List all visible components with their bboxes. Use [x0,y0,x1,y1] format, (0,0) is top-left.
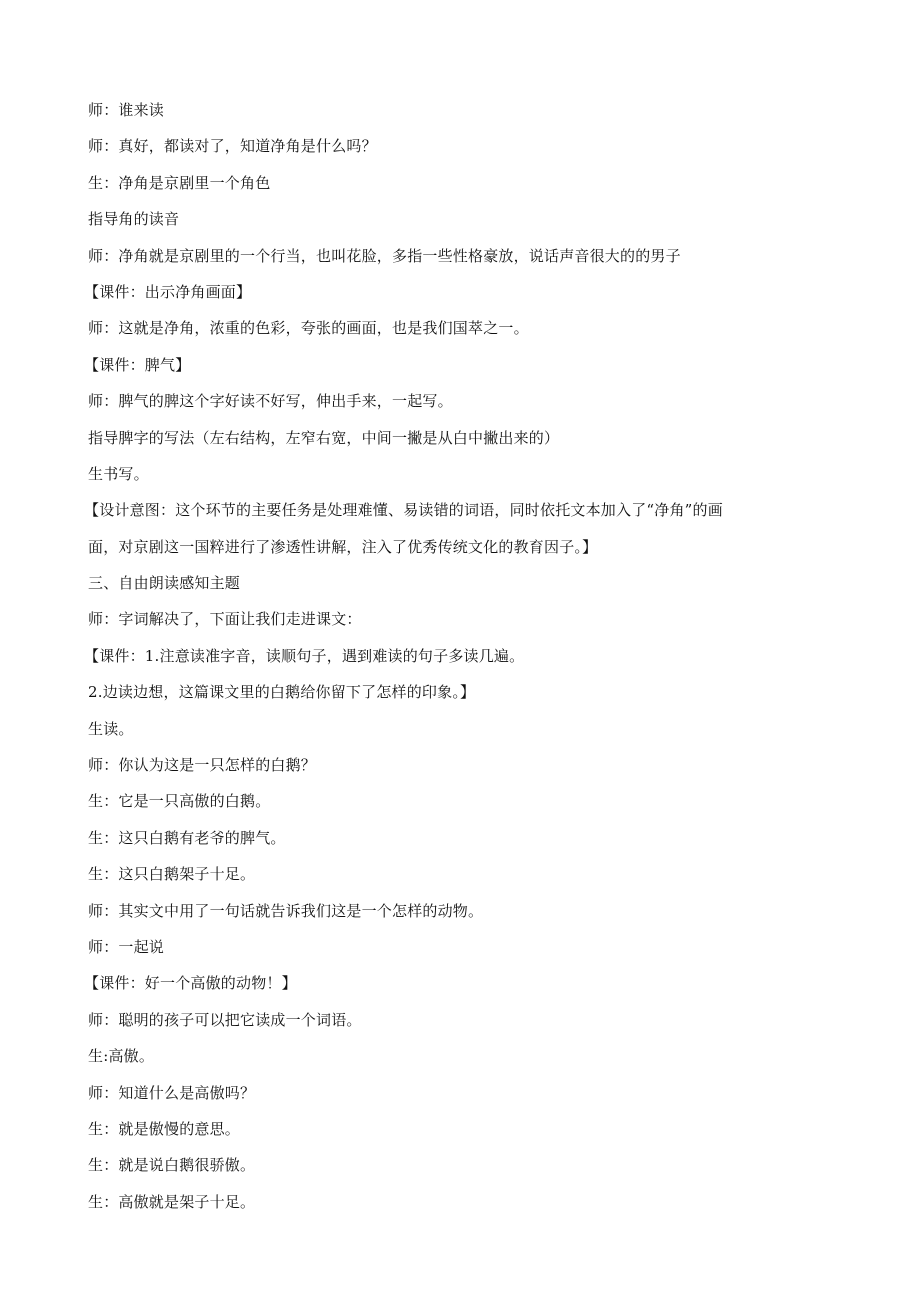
text-line: 师：真好，都读对了，知道净角是什么吗？ [88,137,377,156]
text-line: 师：字词解决了，下面让我们走进课文： [88,610,362,629]
courseware-note: 【课件：好一个高傲的动物！】 [84,974,297,993]
text-line: 师：净角就是京剧里的一个行当，也叫花脸，多指一些性格豪放，说话声音很大的的男子 [88,246,681,265]
text-line: 生:高傲。 [88,1047,155,1066]
text-line: 生：这只白鹅有老爷的脾气。 [88,828,286,847]
text-line: 师：知道什么是高傲吗？ [88,1083,256,1102]
text-line: 师：一起说 [88,937,165,956]
text-line: 师：谁来读 [88,101,165,119]
courseware-note-continued: 2.边读边想，这篇课文里的白鹅给你留下了怎样的印象。】 [88,683,476,702]
design-intent-note: 【设计意图：这个环节的主要任务是处理难懂、易读错的词语，同时依托文本加入了“净角”的画 [84,501,723,520]
text-line: 生：这只白鹅架子十足。 [88,865,256,884]
text-line: 师：聪明的孩子可以把它读成一个词语。 [88,1010,362,1029]
courseware-note: 【课件：脾气】 [84,355,191,374]
design-intent-note-continued: 面，对京剧这一国粹进行了渗透性讲解，注入了优秀传统文化的教育因子。】 [88,537,598,556]
section-heading: 三、自由朗读感知主题 [88,574,241,593]
courseware-note: 【课件：1.注意读准字音，读顺句子，遇到难读的句子多读几遍。 [84,646,525,665]
text-line: 生：就是说白鹅很骄傲。 [88,1156,256,1175]
text-line: 生：净角是京剧里一个角色 [88,173,271,192]
text-line: 师：这就是净角，浓重的色彩，夸张的画面，也是我们国萃之一。 [88,319,529,338]
text-line: 师：脾气的脾这个字好读不好写，伸出手来，一起写。 [88,392,453,411]
courseware-note: 【课件：出示净角画面】 [84,282,252,301]
text-line: 生：高傲就是架子十足。 [88,1192,256,1211]
text-line: 指导脾字的写法（左右结构，左窄右宽，中间一撇是从白中撇出来的） [88,428,560,447]
text-line: 师：你认为这是一只怎样的白鹅？ [88,756,317,775]
text-line: 生：它是一只高傲的白鹅。 [88,792,271,811]
text-line: 生书写。 [88,464,149,483]
text-line: 生：就是傲慢的意思。 [88,1119,241,1138]
text-line: 生读。 [88,719,134,738]
document-page [84,92,828,1220]
text-line: 师：其实文中用了一句话就告诉我们这是一个怎样的动物。 [88,901,484,920]
text-line: 指导角的读音 [88,210,180,229]
